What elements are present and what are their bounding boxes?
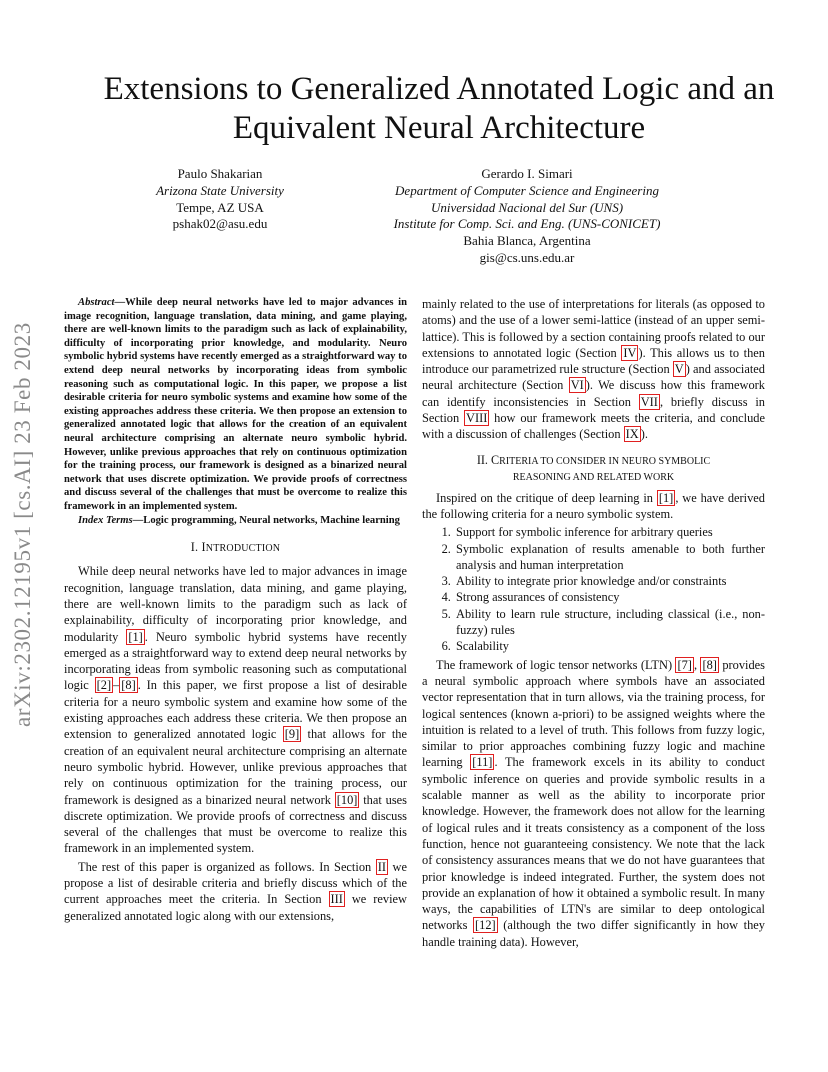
text-run: we review generalized annotated logic along with our extensions, (64, 892, 407, 923)
list-item: 6. Scalability (454, 638, 765, 654)
citation-link[interactable]: [1] (658, 490, 674, 505)
left-column (64, 296, 407, 924)
section-link[interactable]: IV (623, 345, 637, 360)
intro-paragraph-1 (64, 563, 407, 856)
text-run: Inspired on the critique of deep learning in (436, 490, 657, 505)
section-number: I. I (190, 540, 206, 555)
text-run: ). (640, 427, 648, 442)
text-run: provides a neural symbolic approach where symbols have an associated vector representation that in turn allows, via the training process, for logical sentences (known a-priori) to be assigned weights where the intuition is related to a level of truth. This follows from fuzzy logic, similar to prior approaches combining fuzzy logic and machine learning (422, 657, 765, 770)
author-email: gis@cs.uns.edu.ar (479, 249, 575, 265)
citation-link[interactable]: [9] (284, 727, 300, 742)
text-run: (although the two differ significantly in how they handle training data). However, (422, 918, 765, 949)
right-column (422, 296, 765, 950)
section-heading-criteria (422, 452, 765, 486)
abstract-label: Abstract (78, 297, 115, 308)
text-run: ). We discuss how this framework can identify inconsistencies in Section (422, 378, 765, 409)
criteria-list (422, 524, 765, 654)
index-terms-text: —Logic programming, Neural networks, Machine learning (132, 514, 400, 526)
text-run: While deep neural networks have led to major advances in image recognition, language translation, data mining, and game playing, there are well-known limits to the paradigm such as lack of explainability, difficulty of incorporating prior knowledge, and modularity (64, 564, 407, 644)
index-terms (64, 514, 407, 528)
section-title: RITERIA TO CONSIDER IN NEURO SYMBOLIC (499, 455, 711, 467)
index-terms-label: Index Terms (78, 514, 133, 526)
list-item: 2. Symbolic explanation of results amenable to both further analysis and human interpretation (454, 541, 765, 574)
section-title: NTRODUCTION (205, 543, 281, 555)
citation-link[interactable]: [7] (677, 657, 692, 672)
text-run: , briefly discuss in Section (422, 394, 766, 426)
citation-link[interactable]: [8] (702, 657, 717, 672)
title-line-1: Extensions to Generalized Annotated Logic and an (103, 71, 775, 107)
section-link[interactable]: III (330, 892, 343, 907)
section-link[interactable]: V (674, 362, 684, 377)
section-link[interactable]: VI (570, 378, 584, 393)
section-link[interactable]: IX (625, 427, 639, 442)
criteria-intro (422, 490, 765, 523)
section-link[interactable]: VII (640, 394, 658, 409)
text-run: ) and associated neural architecture (Section (422, 362, 765, 393)
section-link[interactable]: II (377, 859, 387, 874)
arxiv-stamp: arXiv:2302.12195v1 [cs.AI] 23 Feb 2023 (10, 322, 35, 728)
section-number: II. C (476, 452, 500, 467)
list-item: 3. Ability to integrate prior knowledge and/or constraints (454, 573, 765, 589)
ltn-paragraph (422, 657, 765, 950)
section-heading-introduction (64, 539, 407, 557)
author-name: Paulo Shakarian (177, 166, 263, 181)
author-affiliation: Department of Computer Science and Engineering (395, 182, 659, 198)
abstract-text: —While deep neural networks have led to major advances in image recognition, language translation, data mining, and game playing, there are well-known limits to the paradigm such as lack of explainability, difficulty of incorporating prior knowledge, and modularity. Neuro symbolic hybrid systems have recently emerged as a straightforward way to extend deep neural networks by incorporating ideas from symbolic reasoning such as computational logic. In this paper, we propose a list desirable criteria for neuro symbolic systems and examine how some of the existing approaches address these criteria. We then propose an extension to generalized annotated logic that allows for the creation of an equivalent neural architecture comprising an alternate neuro symbolic hybrid. However, unlike previous approaches that rely on continuous optimization for the training process, our framework is designed as a binarized neural network that uses discrete optimization. We provide proofs of correctness and discuss several of the challenges that must be overcome to realize this framework in an implemented system. (64, 297, 407, 512)
text-run: we propose a list of desirable criteria and briefly discuss which of the current approaches meet the criteria. In Section (64, 859, 407, 907)
author-location: Tempe, AZ USA (176, 199, 264, 215)
section-heading-line-2: REASONING AND RELATED WORK (512, 471, 675, 483)
text-run: , we have derived the following criteria for a neuro symbolic system. (422, 490, 765, 521)
list-item: 5. Ability to learn rule structure, including classical (i.e., non-fuzzy) rules (454, 606, 765, 639)
section-link[interactable]: VIII (466, 411, 488, 426)
citation-link[interactable]: [12] (475, 918, 496, 933)
citation-link[interactable]: [2] (96, 678, 112, 693)
citation-link[interactable]: [1] (128, 629, 143, 644)
paper-title (60, 70, 818, 148)
list-item: 4. Strong assurances of consistency (454, 589, 765, 605)
author-location: Bahia Blanca, Argentina (463, 233, 591, 249)
intro-paragraph-2 (64, 859, 407, 924)
text-run: mainly related to the use of interpretations for literals (as opposed to atoms) and the use of a lower semi-lattice (instead of an upper semi-lattice). This is followed by a section containing proofs related to our extensions to annotated logic (Section (422, 297, 765, 360)
text-run: . In this paper, we first propose a list of desirable criteria for a neuro symbolic system and examine how some of the existing approaches each address these criteria. We then propose an extension to generalized annotated logic (64, 678, 407, 742)
author-affiliation: Universidad Nacional del Sur (UNS) (430, 199, 624, 215)
text-run: . Neuro symbolic hybrid systems have recently emerged as a straightforward way to extend deep neural networks by incorporating ideas from symbolic reasoning such as computational logic (64, 629, 407, 693)
author-email: pshak02@asu.edu (172, 216, 268, 232)
text-run: that allows for the creation of an equivalent neural architecture comprising an alternate neuro symbolic hybrid. However, unlike previous approaches that rely on continuous optimization for the training process, our framework is designed as a binarized neural network (64, 727, 408, 807)
text-run: . The framework excels in its ability to conduct symbolic inference on queries and provide symbolic results in a scalable manner as well as the ability to incorporate prior knowledge. However, the framework does not allow for the learning of logical rules and it treats consistency as a component of the loss function, hence not guaranteeing consistency. We note that the lack of consistency assurances means that we do not have guarantees that prior knowledge is indeed integrated. Further, the system does not provide an explanation of how it obtained a symbolic result. In many ways, the capabilities of LTN's are similar to deep ontological networks (422, 755, 765, 933)
text-run: – (113, 678, 120, 693)
citation-link[interactable]: [10] (336, 792, 358, 807)
outline-paragraph (422, 296, 765, 443)
text-run: that uses discrete optimization. We provide proofs of correctness and discuss several of the challenges that must be overcome to realize this framework in an implemented system. (64, 792, 407, 856)
text-run: ). This allows us to then introduce our parametrized rule structure (Section (422, 345, 766, 377)
section-heading-line-1 (422, 452, 765, 470)
author-affiliation: Arizona State University (156, 182, 284, 198)
title-line-2: Equivalent Neural Architecture (232, 110, 646, 146)
list-item: 1. Support for symbolic inference for arbitrary queries (454, 524, 765, 540)
text-run: how our framework meets the criteria, and conclude with a discussion of challenges (Section (422, 411, 765, 442)
text-run: The rest of this paper is organized as follows. In Section (78, 859, 376, 874)
text-run: The framework of logic tensor networks (LTN) (436, 657, 676, 672)
citation-link[interactable]: [8] (121, 678, 136, 693)
abstract (64, 296, 407, 514)
citation-link[interactable]: [11] (472, 755, 493, 770)
author-block-1 (120, 166, 320, 233)
author-block-2 (362, 166, 692, 267)
author-name: Gerardo I. Simari (481, 166, 573, 181)
author-affiliation: Institute for Comp. Sci. and Eng. (UNS-CONICET) (393, 216, 661, 232)
text-run: , (693, 657, 701, 672)
